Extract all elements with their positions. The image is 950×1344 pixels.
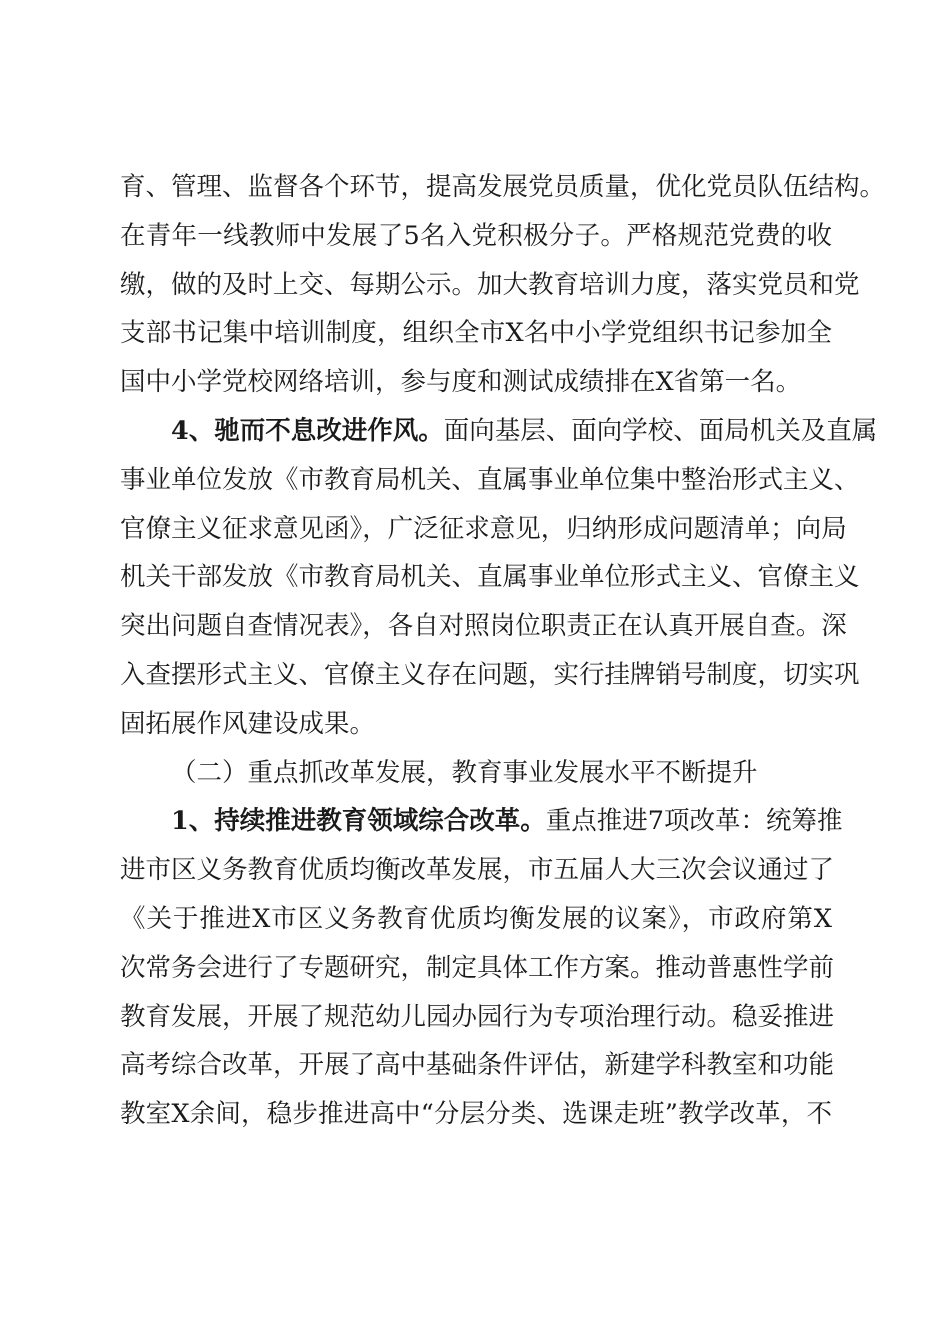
paragraph-line: 教育发展，开展了规范幼儿园办园行为专项治理行动。稳妥推进 xyxy=(120,1001,835,1032)
paragraph-line: 机关干部发放《市教育局机关、直属事业单位形式主义、官僚主义 xyxy=(120,562,860,593)
paragraph-text: 重点推进7项改革：统筹推 xyxy=(545,806,843,837)
paragraph-line: 次常务会进行了专题研究，制定具体工作方案。推动普惠性学前 xyxy=(120,952,835,983)
paragraph-line: 固拓展作风建设成果。 xyxy=(120,708,376,739)
paragraph-line: 育、管理、监督各个环节，提高发展党员质量，优化党员队伍结构。 xyxy=(120,172,886,202)
paragraph-line: 《关于推进X市区义务教育优质均衡发展的议案》，市政府第X xyxy=(120,903,832,934)
paragraph-line: 在青年一线教师中发展了5名入党积极分子。严格规范党费的收 xyxy=(120,220,832,251)
paragraph-line: 事业单位发放《市教育局机关、直属事业单位集中整治形式主义、 xyxy=(120,464,860,495)
section-heading: 1、持续推进教育领域综合改革。 xyxy=(171,806,546,837)
section-heading: 4、驰而不息改进作风。 xyxy=(171,415,444,446)
paragraph-line: 缴，做的及时上交、每期公示。加大教育培训力度，落实党员和党 xyxy=(120,269,860,300)
paragraph-line xyxy=(120,407,878,456)
paragraph-line: 国中小学党校网络培训，参与度和测试成绩排在X省第一名。 xyxy=(120,367,802,398)
paragraph-line: 支部书记集中培训制度，组织全市X名中小学党组织书记参加全 xyxy=(120,318,832,349)
paragraph-line: 高考综合改革，开展了高中基础条件评估，新建学科教室和功能 xyxy=(120,1050,835,1081)
paragraph-line: 教室X余间，稳步推进高中“分层分类、选课走班”教学改革，不 xyxy=(120,1099,832,1130)
paragraph-line: 突出问题自查情况表》，各自对照岗位职责正在认真开展自查。深 xyxy=(120,611,847,642)
paragraph-line: 进市区义务教育优质均衡改革发展，市五届人大三次会议通过了 xyxy=(120,855,835,886)
section-title: （二）重点抓改革发展，教育事业发展水平不断提升 xyxy=(171,757,758,788)
paragraph-line: 官僚主义征求意见函》，广泛征求意见，归纳形成问题清单；向局 xyxy=(120,513,847,544)
paragraph-text: 面向基层、面向学校、面局机关及直属 xyxy=(443,415,878,446)
paragraph-line xyxy=(120,797,843,846)
paragraph-line: 入查摆形式主义、官僚主义存在问题，实行挂牌销号制度，切实巩 xyxy=(120,659,860,690)
document-body xyxy=(120,163,886,1139)
